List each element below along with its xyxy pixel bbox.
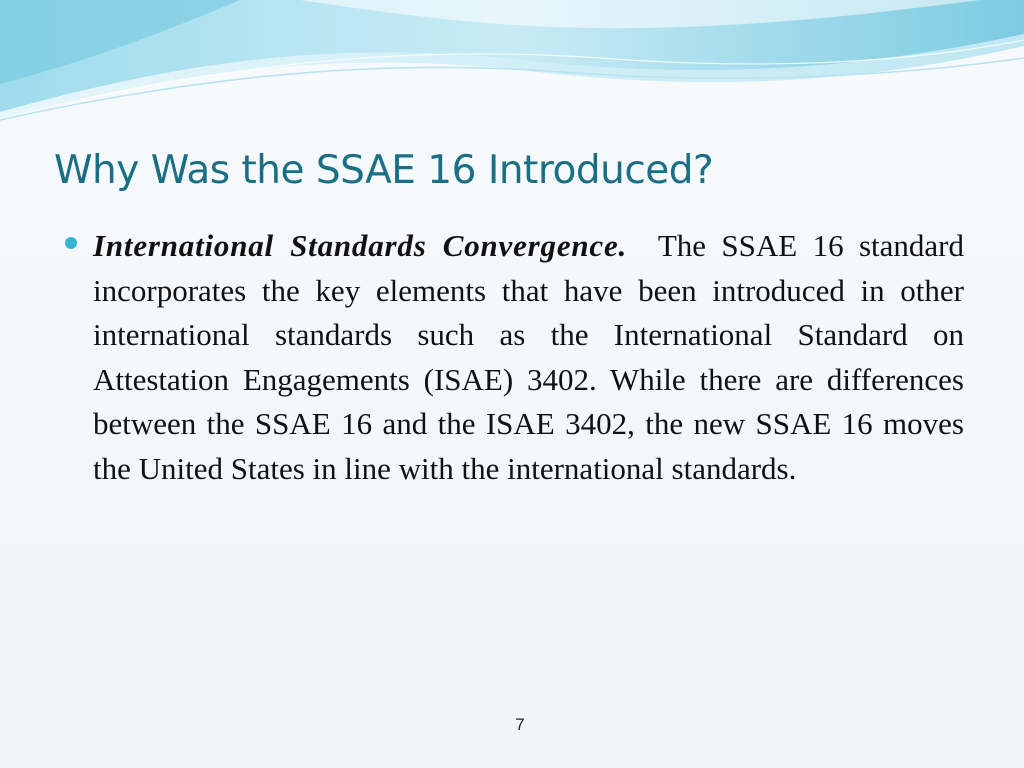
bullet-body-text: The SSAE 16 standard incorporates the key elements that have been introduced in other international standards such as the International Standard on Attestation Engagements (ISAE) 3402. While there are differences between the SSAE 16 and the ISAE 3402, the new SSAE 16 moves the United States in line with the international standards. — [93, 228, 964, 486]
bullet-list — [60, 224, 964, 491]
page-number: 7 — [515, 715, 525, 734]
header-wave-decoration — [0, 0, 1024, 130]
slide-title: Why Was the SSAE 16 Introduced? — [54, 148, 714, 193]
bullet-dot-icon — [65, 237, 77, 249]
bullet-item — [60, 224, 964, 491]
bullet-lead-text: International Standards Convergence. — [93, 228, 628, 263]
